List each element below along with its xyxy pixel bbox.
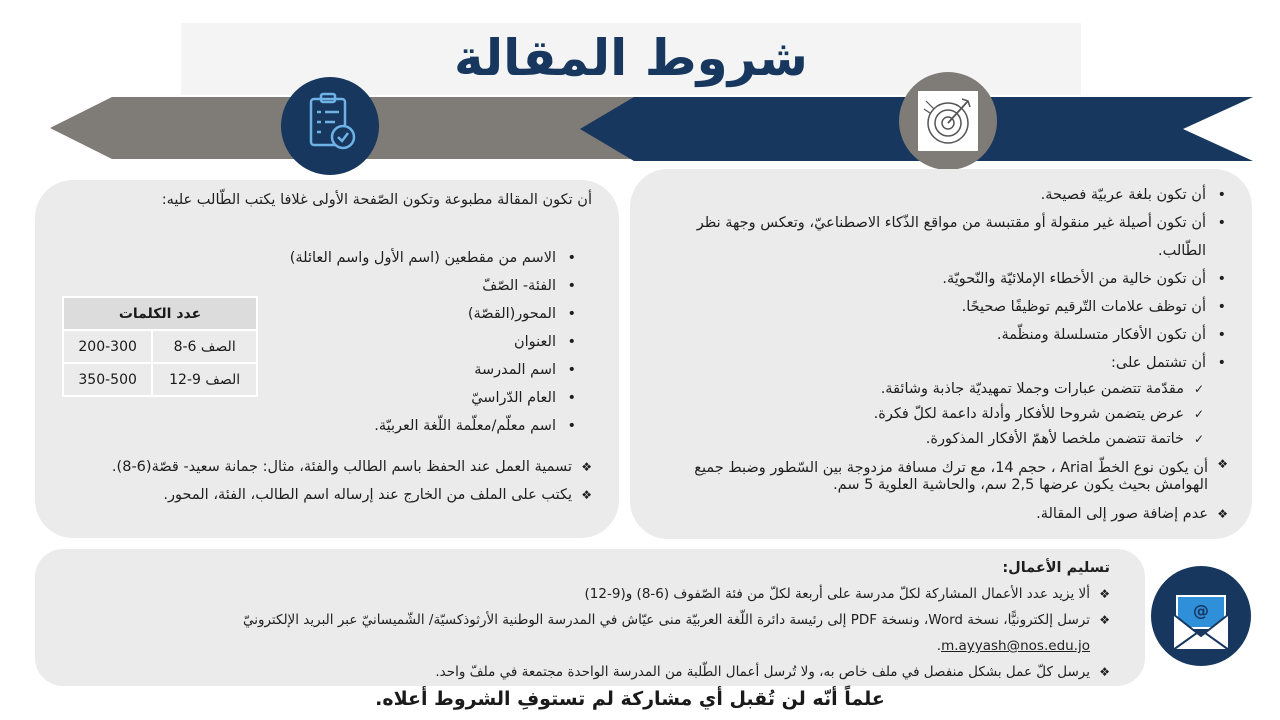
list-item: ✓ خاتمة تتضمن ملخصا لأهمّ الأفكار المذكورة. xyxy=(668,427,1206,452)
list-item: • المحور(القصّة) xyxy=(248,300,578,328)
grade-cell: الصف 6-8 xyxy=(152,330,257,363)
list-item: • أن تكون الأفكار متسلسلة ومنظّمة. xyxy=(668,321,1228,349)
list-item: ❖ أن يكون نوع الخطّ Arial ، حجم 14، مع ترك مسافة مزدوجة بين السّطور وضبط جميع الهوامش بحيث يكون عرضها 2,5 سم، والحاشية العلوية 5 سم. xyxy=(668,456,1228,500)
word-count-table xyxy=(62,296,258,397)
submission-send-text: ترسل إلكترونيًّا، نسخة Word، ونسخة PDF إلى رئيسة دائرة اللّغة العربيّة منى عيّاش في المدرسة الوطنية الأرثوذكسيّة/ الشّميسانيّ عبر البريد الإلكترونيّ xyxy=(242,612,1090,628)
essay-parts-list xyxy=(668,377,1206,452)
target-arrow-icon xyxy=(918,91,978,151)
table-row xyxy=(63,297,257,330)
list-item: • أن تكون أصيلة غير منقولة أو مقتبسة من مواقع الذّكاء الاصطناعيّ، وتعكس وجهة نظر الطّالب. xyxy=(668,209,1228,265)
list-item: ❖ تسمية العمل عند الحفظ باسم الطالب والفئة، مثال: جمانة سعيد- قصّة(6-8). xyxy=(62,453,592,481)
list-item: • أن تكون بلغة عربيّة فصيحة. xyxy=(668,181,1228,209)
list-item: ❖ ألا يزيد عدد الأعمال المشاركة لكلّ مدرسة على أربعة لكلّ من فئة الصّفوف (6-8) و(9-12) xyxy=(30,581,1110,607)
list-item: ❖ يرسل كلّ عمل بشكل منفصل في ملف خاص به، ولا تُرسل أعمال الطّلبة من المدرسة الواحدة مجتمعة في ملفّ واحد. xyxy=(30,659,1110,685)
list-item: ❖ عدم إضافة صور إلى المقالة. xyxy=(668,500,1228,528)
file-rules-list xyxy=(62,453,592,509)
list-item: • اسم معلّم/معلّمة اللّغة العربيّة. xyxy=(248,412,578,440)
format-rules-list xyxy=(668,456,1228,528)
list-item: • الاسم من مقطعين (اسم الأول واسم العائلة) xyxy=(248,244,578,272)
file-rules xyxy=(62,453,592,509)
conditions-list xyxy=(668,181,1228,377)
cover-fields-list xyxy=(248,244,578,440)
target-circle xyxy=(899,72,997,170)
table-row xyxy=(63,363,257,396)
page-title: شروط المقالة xyxy=(454,29,808,87)
clipboard-check-icon xyxy=(281,77,379,175)
list-item: • الفئة- الصّفّ xyxy=(248,272,578,300)
target-icon-frame xyxy=(918,91,978,151)
cover-fields xyxy=(248,244,578,440)
footer-note: علماً أنّه لن تُقبل أي مشاركة لم تستوفِ الشروط أعلاه. xyxy=(375,688,885,710)
submission-heading: تسليم الأعمال: xyxy=(1002,560,1110,576)
list-item: • العنوان xyxy=(248,328,578,356)
range-cell: 200-300 xyxy=(63,330,152,363)
list-item: • أن تشتمل على: xyxy=(668,349,1228,377)
email-envelope-icon xyxy=(1151,566,1251,666)
list-item: • اسم المدرسة xyxy=(248,356,578,384)
submission-list xyxy=(30,581,1110,685)
list-item: ❖ ترسل إلكترونيًّا، نسخة Word، ونسخة PDF إلى رئيسة دائرة اللّغة العربيّة منى عيّاش في المدرسة الوطنية الأرثوذكسيّة/ الشّميسانيّ عبر البريد الإلكترونيّ m.ayyash@nos.edu.jo. xyxy=(30,607,1110,659)
conditions-content xyxy=(668,181,1228,528)
list-item: ✓ عرض يتضمن شروحا للأفكار وأدلة داعمة لكلّ فكرة. xyxy=(668,402,1206,427)
submission-content xyxy=(30,555,1110,685)
grade-cell: الصف 9-12 xyxy=(152,363,257,396)
list-item: ❖ يكتب على الملف من الخارج عند إرساله اسم الطالب، الفئة، المحور. xyxy=(62,481,592,509)
list-item: ✓ مقدّمة تتضمن عبارات وجملا تمهيديّة جاذبة وشائقة. xyxy=(668,377,1206,402)
range-cell: 350-500 xyxy=(63,363,152,396)
header-ribbons xyxy=(0,92,1280,167)
svg-text:@: @ xyxy=(1193,601,1209,620)
email-link[interactable]: m.ayyash@nos.edu.jo xyxy=(941,638,1090,654)
mail-circle xyxy=(1151,566,1251,666)
table-row xyxy=(63,330,257,363)
clipboard-circle xyxy=(281,77,379,175)
list-item: • أن توظف علامات التّرقيم توظيفًا صحيحًا. xyxy=(668,293,1228,321)
cover-intro: أن تكون المقالة مطبوعة وتكون الصّفحة الأولى غلافا يكتب الطّالب عليه: xyxy=(161,192,592,208)
list-item: • أن تكون خالية من الأخطاء الإملائيّة والنّحويّة. xyxy=(668,265,1228,293)
word-count-header: عدد الكلمات xyxy=(63,297,257,330)
list-item: • العام الدّراسيّ xyxy=(248,384,578,412)
